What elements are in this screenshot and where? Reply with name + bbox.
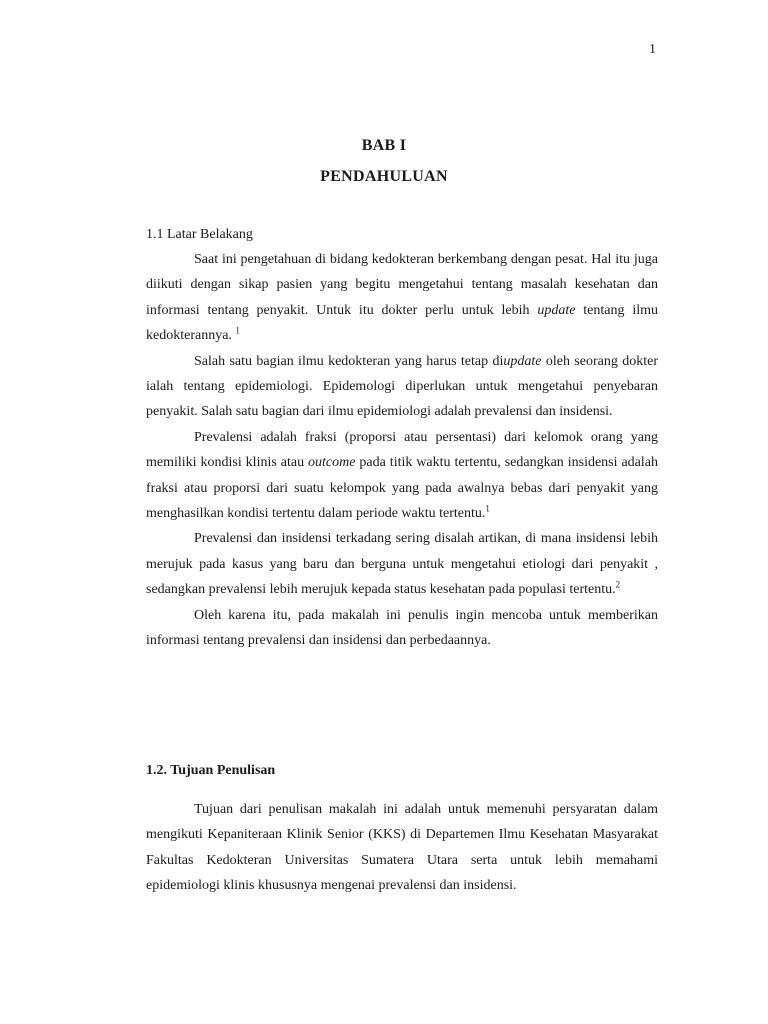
italic-term: outcome xyxy=(308,455,356,471)
paragraph xyxy=(146,425,658,527)
chapter-title: BAB I xyxy=(361,137,407,154)
chapter-subtitle: PENDAHULUAN xyxy=(320,168,448,185)
paragraph xyxy=(146,349,658,425)
paragraph-text: Saat ini pengetahuan di bidang kedokteran berkembang dengan pesat. Hal itu juga diikuti dengan sikap pasien yang begitu mengetahui tentang masalah kesehatan dan informasi tentang penyakit. Untuk itu dokter perlu untuk lebih xyxy=(146,252,658,318)
paragraph-text: pada titik waktu tertentu, sedangkan insidensi adalah fraksi atau proporsi dari suatu kelompok yang pada awalnya bebas dari penyakit yang menghasilkan kondisi tertentu dalam periode waktu tertentu. xyxy=(146,455,658,522)
paragraph-text: Salah satu bagian ilmu kedokteran yang harus tetap di xyxy=(194,353,504,369)
paragraph-text: tentang ilmu kedokterannya. xyxy=(146,302,658,344)
section-heading-latar-belakang: 1.1 Latar Belakang xyxy=(146,227,253,242)
footnote-ref: 2 xyxy=(615,579,621,590)
section-heading-tujuan-penulisan: 1.2. Tujuan Penulisan xyxy=(146,763,276,778)
italic-term: update xyxy=(537,302,576,318)
page-number: 1 xyxy=(649,42,656,57)
paragraph xyxy=(146,526,658,602)
paragraph-text: Oleh karena itu, pada makalah ini penulis ingin mencoba untuk memberikan informasi tentang prevalensi dan insidensi dan perbedaannya. xyxy=(146,607,658,649)
footnote-ref: 1 xyxy=(485,503,490,514)
paragraph xyxy=(146,247,658,349)
italic-term: update xyxy=(503,353,542,369)
paragraph-text: Prevalensi dan insidensi terkadang sering disalah artikan, di mana insidensi lebih merujuk pada kasus yang baru dan berguna untuk mengetahui etiologi dari penyakit , sedangkan prevalensi lebih merujuk kepada status kesehatan pada populasi tertentu. xyxy=(146,531,658,598)
paragraph-text: Tujuan dari penulisan makalah ini adalah untuk memenuhi persyaratan dalam mengikuti Kepaniteraan Klinik Senior (KKS) di Departemen Ilmu Kesehatan Masyarakat Fakultas Kedokteran Universitas Sumatera Utara serta untuk lebih memahami epidemiologi klinis khususnya mengenai prevalensi dan insidensi. xyxy=(146,802,658,894)
paragraph xyxy=(146,603,658,654)
section-body-latar-belakang xyxy=(146,247,658,654)
footnote-ref: 1 xyxy=(235,325,240,336)
paragraph-text: Prevalensi adalah fraksi (proporsi atau persentasi) dari kelomok orang yang memiliki kondisi klinis atau xyxy=(146,429,658,471)
paragraph-text: oleh seorang dokter ialah tentang epidemiologi. Epidemologi diperlukan untuk mengetahui penyebaran penyakit. Salah satu bagian dari ilmu epidemiologi adalah prevalensi dan insidensi. xyxy=(146,353,658,420)
section-body-tujuan-penulisan xyxy=(146,797,658,899)
paragraph xyxy=(146,797,658,899)
